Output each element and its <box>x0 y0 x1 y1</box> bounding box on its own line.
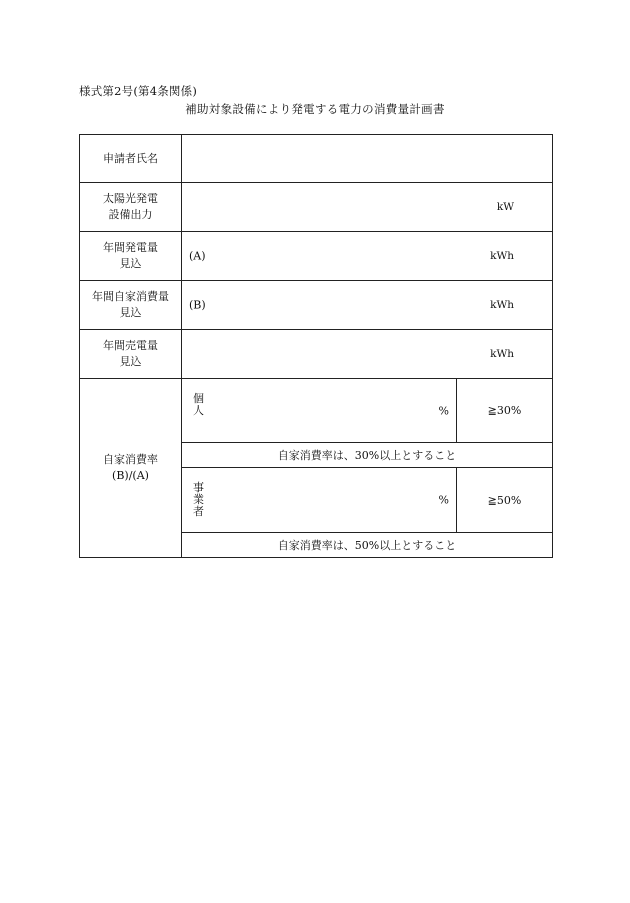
row-applicant <box>80 135 553 183</box>
form-title: 補助対象設備により発電する電力の消費量計画書 <box>185 102 445 116</box>
solar-output-unit: kW <box>496 201 514 213</box>
individual-threshold-text: ≧30% <box>487 404 522 417</box>
annual-sold-label-line2: 見込 <box>119 355 142 368</box>
row-annual-self-consumption <box>80 281 553 330</box>
applicant-label <box>80 135 182 183</box>
business-rate-field[interactable] <box>182 468 457 533</box>
individual-rate-field[interactable] <box>182 379 457 443</box>
annual-self-consumption-field[interactable] <box>182 281 553 330</box>
solar-output-field[interactable] <box>182 183 553 232</box>
annual-generation-label-line2: 見込 <box>119 257 142 270</box>
individual-note <box>182 443 553 468</box>
row-solar-output <box>80 183 553 232</box>
individual-threshold <box>457 379 553 443</box>
self-consumption-rate-label-line2: (B)/(A) <box>112 469 149 482</box>
business-note-text: 自家消費率は、50%以上とすること <box>277 539 457 552</box>
annual-sold-field[interactable] <box>182 330 553 379</box>
annual-self-consumption-label <box>80 281 182 330</box>
annual-self-consumption-label-line1: 年間自家消費量 <box>92 290 169 303</box>
annual-generation-label-line1: 年間発電量 <box>103 241 158 254</box>
business-percent-sign: % <box>438 493 449 507</box>
individual-note-text: 自家消費率は、30%以上とすること <box>277 449 457 462</box>
annual-sold-label <box>80 330 182 379</box>
business-label: 事業者 <box>193 481 204 518</box>
annual-sold-label-line1: 年間売電量 <box>103 339 158 352</box>
annual-generation-prefix: (A) <box>189 249 206 263</box>
annual-self-consumption-prefix: (B) <box>189 298 206 312</box>
row-rate-individual <box>80 379 553 443</box>
individual-label: 個人 <box>193 392 204 417</box>
business-note <box>182 533 553 558</box>
applicant-name-field[interactable] <box>182 135 553 183</box>
annual-generation-field[interactable] <box>182 232 553 281</box>
annual-sold-unit: kWh <box>490 348 514 360</box>
solar-output-label-line2: 設備出力 <box>108 208 153 221</box>
consumption-plan-table <box>79 134 553 558</box>
annual-self-consumption-label-line2: 見込 <box>119 306 142 319</box>
row-annual-sold <box>80 330 553 379</box>
self-consumption-rate-label-line1: 自家消費率 <box>103 453 158 466</box>
business-threshold <box>457 468 553 533</box>
annual-generation-label <box>80 232 182 281</box>
applicant-label-text: 申請者氏名 <box>103 151 158 165</box>
solar-output-label-line1: 太陽光発電 <box>103 192 158 205</box>
form-number: 様式第2号(第4条関係) <box>79 84 198 98</box>
row-annual-generation <box>80 232 553 281</box>
solar-output-label <box>80 183 182 232</box>
individual-percent-sign: % <box>438 404 449 417</box>
annual-self-consumption-unit: kWh <box>490 299 514 311</box>
annual-generation-unit: kWh <box>490 250 514 262</box>
business-threshold-text: ≧50% <box>487 493 522 507</box>
self-consumption-rate-label <box>80 379 182 558</box>
